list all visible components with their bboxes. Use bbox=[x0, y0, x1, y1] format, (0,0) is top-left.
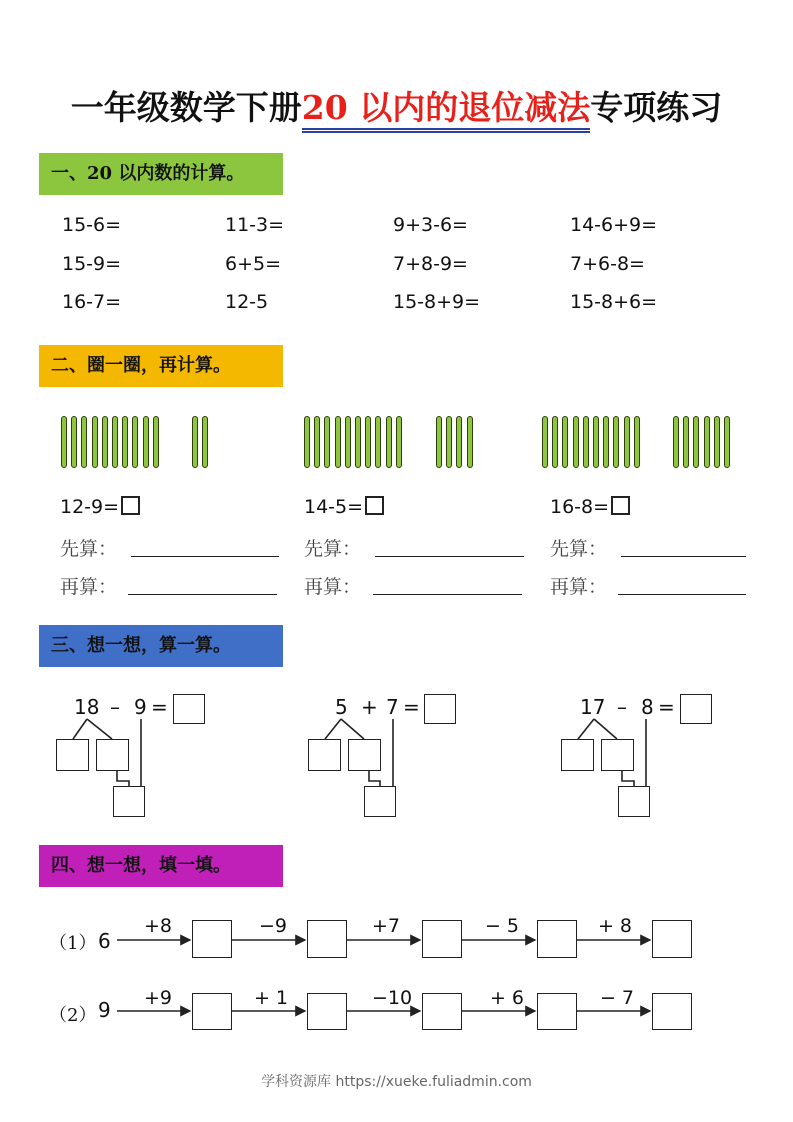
counting-stick bbox=[693, 416, 699, 468]
equation: 7+8-9= bbox=[393, 253, 468, 275]
row-label: （1） bbox=[49, 933, 97, 954]
chain-box[interactable] bbox=[307, 920, 347, 958]
chain-box[interactable] bbox=[537, 993, 577, 1030]
operation-label: +7 bbox=[371, 915, 400, 937]
chain-box[interactable] bbox=[192, 993, 232, 1030]
chain-box[interactable] bbox=[652, 920, 692, 958]
counting-stick bbox=[192, 416, 198, 468]
first-step-label: 先算： bbox=[304, 538, 362, 560]
circle-problem-3 bbox=[550, 496, 630, 518]
start-number: 6 bbox=[98, 929, 111, 953]
chain-box[interactable] bbox=[192, 920, 232, 958]
chain-box[interactable] bbox=[652, 993, 692, 1030]
chain-box[interactable] bbox=[422, 920, 462, 958]
answer-line[interactable] bbox=[621, 556, 746, 557]
counting-stick bbox=[467, 416, 473, 468]
then-step-label: 再算： bbox=[550, 576, 608, 598]
title-highlight: 20 以内的退位减法 bbox=[301, 88, 591, 127]
answer-box[interactable] bbox=[680, 694, 712, 724]
operation-label: + 8 bbox=[597, 915, 633, 937]
operation-label: + 6 bbox=[489, 987, 525, 1009]
operator: + bbox=[361, 695, 378, 719]
equation: 15-9= bbox=[62, 253, 122, 275]
counting-stick bbox=[153, 416, 159, 468]
counting-stick bbox=[714, 416, 720, 468]
counting-stick bbox=[81, 416, 87, 468]
counting-stick bbox=[624, 416, 630, 468]
counting-stick bbox=[704, 416, 710, 468]
counting-stick bbox=[314, 416, 320, 468]
equation: 14-5= bbox=[304, 496, 364, 518]
section1-header: 一、20 以内数的计算。 bbox=[39, 153, 283, 195]
operation-label: −10 bbox=[371, 987, 413, 1009]
split-box[interactable] bbox=[56, 739, 89, 771]
answer-line[interactable] bbox=[373, 594, 522, 595]
answer-box[interactable] bbox=[365, 496, 384, 515]
equals-sign: = bbox=[151, 695, 168, 719]
operand-a: 18 bbox=[74, 695, 100, 719]
counting-stick bbox=[345, 416, 351, 468]
counting-stick bbox=[112, 416, 118, 468]
start-number: 9 bbox=[98, 998, 111, 1022]
section3-header: 三、想一想，算一算。 bbox=[39, 625, 283, 667]
counting-stick bbox=[634, 416, 640, 468]
chain-box[interactable] bbox=[422, 993, 462, 1030]
footer-source: 学科资源库 https://xueke.fuliadmin.com bbox=[261, 1074, 532, 1090]
counting-stick bbox=[355, 416, 361, 468]
counting-stick bbox=[456, 416, 462, 468]
counting-stick bbox=[562, 416, 568, 468]
first-step-label: 先算： bbox=[60, 538, 118, 560]
sticks-bundle-2-ones bbox=[436, 416, 477, 470]
operator: – bbox=[617, 695, 627, 719]
row-label: （2） bbox=[49, 1005, 97, 1026]
counting-stick bbox=[673, 416, 679, 468]
counting-stick bbox=[436, 416, 442, 468]
result-box[interactable] bbox=[618, 786, 650, 817]
equals-sign: = bbox=[403, 695, 420, 719]
chain-box[interactable] bbox=[307, 993, 347, 1030]
counting-stick bbox=[583, 416, 589, 468]
equation: 9+3-6= bbox=[393, 214, 468, 236]
counting-stick bbox=[446, 416, 452, 468]
counting-stick bbox=[335, 416, 341, 468]
title-prefix: 一年级数学下册 bbox=[70, 88, 302, 127]
equation: 16-8= bbox=[550, 496, 610, 518]
operation-label: + 1 bbox=[253, 987, 289, 1009]
then-step-label: 再算： bbox=[304, 576, 362, 598]
counting-stick bbox=[202, 416, 208, 468]
equals-sign: = bbox=[658, 695, 675, 719]
counting-stick bbox=[613, 416, 619, 468]
equation: 14-6+9= bbox=[570, 214, 658, 236]
operand-b: 9 bbox=[134, 695, 147, 719]
equation: 12-9= bbox=[60, 496, 120, 518]
chain-box[interactable] bbox=[537, 920, 577, 958]
counting-stick bbox=[573, 416, 579, 468]
equation: 15-8+9= bbox=[393, 291, 481, 313]
circle-problem-2 bbox=[304, 496, 384, 518]
counting-stick bbox=[102, 416, 108, 468]
sticks-bundle-3-ones bbox=[673, 416, 734, 470]
counting-stick bbox=[122, 416, 128, 468]
circle-problem-1 bbox=[60, 496, 140, 518]
counting-stick bbox=[324, 416, 330, 468]
counting-stick bbox=[552, 416, 558, 468]
counting-stick bbox=[375, 416, 381, 468]
section4-header: 四、想一想，填一填。 bbox=[39, 845, 283, 887]
counting-stick bbox=[61, 416, 67, 468]
equation: 12-5 bbox=[225, 291, 269, 313]
answer-box[interactable] bbox=[121, 496, 140, 515]
counting-stick bbox=[603, 416, 609, 468]
counting-stick bbox=[593, 416, 599, 468]
counting-stick bbox=[683, 416, 689, 468]
section2-header: 二、圈一圈，再计算。 bbox=[39, 345, 283, 387]
operation-label: −9 bbox=[258, 915, 287, 937]
operation-label: − 5 bbox=[484, 915, 520, 937]
split-box[interactable] bbox=[308, 739, 341, 771]
answer-box[interactable] bbox=[611, 496, 630, 515]
equation: 15-8+6= bbox=[570, 291, 658, 313]
sticks-bundle-1-tens bbox=[61, 416, 163, 470]
split-box[interactable] bbox=[96, 739, 129, 771]
counting-stick bbox=[71, 416, 77, 468]
then-step-label: 再算： bbox=[60, 576, 118, 598]
split-box[interactable] bbox=[561, 739, 594, 771]
operand-b: 7 bbox=[386, 695, 399, 719]
answer-line[interactable] bbox=[128, 594, 277, 595]
sticks-bundle-2-tens bbox=[304, 416, 406, 470]
split-box[interactable] bbox=[348, 739, 381, 771]
answer-line[interactable] bbox=[618, 594, 746, 595]
operation-label: − 7 bbox=[599, 987, 635, 1009]
sticks-bundle-1-ones bbox=[192, 416, 212, 470]
answer-box[interactable] bbox=[424, 694, 456, 724]
answer-line[interactable] bbox=[131, 556, 279, 557]
counting-stick bbox=[92, 416, 98, 468]
page-title bbox=[0, 82, 793, 129]
first-step-label: 先算： bbox=[550, 538, 608, 560]
equation: 11-3= bbox=[225, 214, 285, 236]
counting-stick bbox=[724, 416, 730, 468]
counting-stick bbox=[132, 416, 138, 468]
counting-stick bbox=[304, 416, 310, 468]
operand-a: 17 bbox=[580, 695, 606, 719]
result-box[interactable] bbox=[364, 786, 396, 817]
sticks-bundle-3-tens bbox=[542, 416, 644, 470]
equation: 16-7= bbox=[62, 291, 122, 313]
answer-line[interactable] bbox=[375, 556, 524, 557]
counting-stick bbox=[396, 416, 402, 468]
counting-stick bbox=[365, 416, 371, 468]
title-suffix: 专项练习 bbox=[590, 88, 723, 127]
answer-box[interactable] bbox=[173, 694, 205, 724]
operand-a: 5 bbox=[335, 695, 348, 719]
operation-label: +8 bbox=[143, 915, 172, 937]
counting-stick bbox=[386, 416, 392, 468]
result-box[interactable] bbox=[113, 786, 145, 817]
operator: – bbox=[110, 695, 120, 719]
equation: 15-6= bbox=[62, 214, 122, 236]
equation: 7+6-8= bbox=[570, 253, 645, 275]
equation: 6+5= bbox=[225, 253, 282, 275]
operand-b: 8 bbox=[641, 695, 654, 719]
operation-label: +9 bbox=[143, 987, 172, 1009]
counting-stick bbox=[542, 416, 548, 468]
counting-stick bbox=[143, 416, 149, 468]
split-box[interactable] bbox=[601, 739, 634, 771]
